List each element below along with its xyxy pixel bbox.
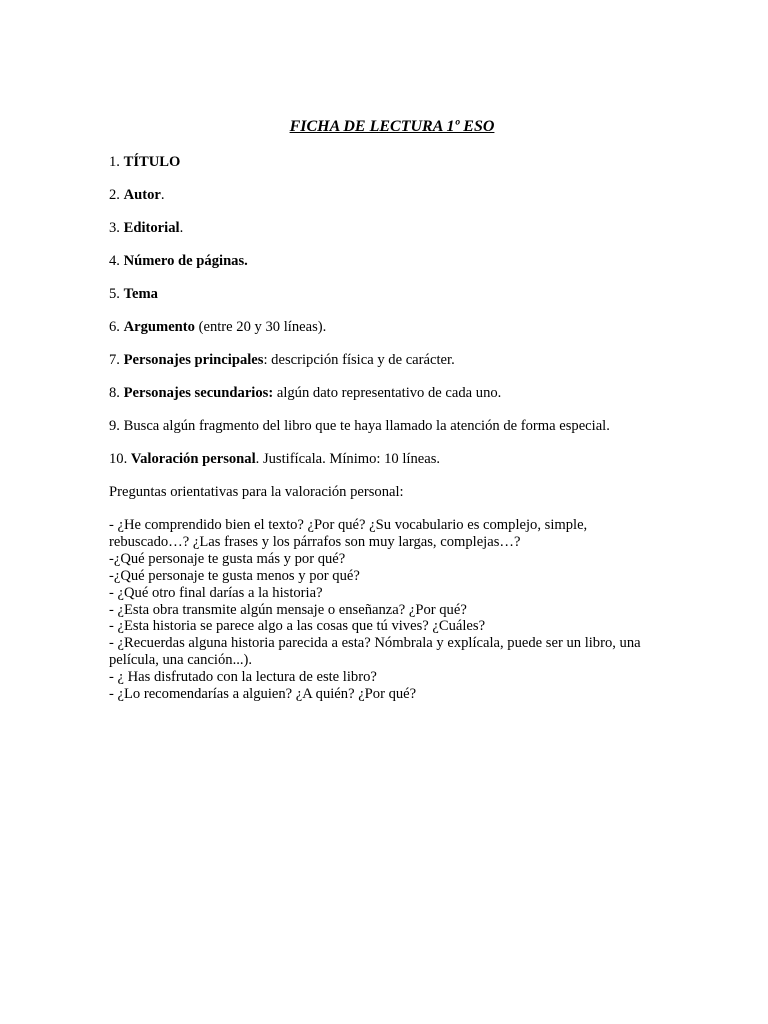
questions-intro: Preguntas orientativas para la valoración personal: bbox=[109, 484, 404, 500]
item-heading: Personajes secundarios: bbox=[123, 385, 274, 401]
item-heading: Personajes principales bbox=[123, 352, 264, 368]
item-heading: Argumento bbox=[123, 319, 195, 335]
document-page bbox=[109, 118, 669, 703]
list-item-10 bbox=[109, 451, 669, 468]
item-number: 1. bbox=[109, 154, 120, 170]
item-number: 9. bbox=[109, 418, 120, 434]
item-heading: Autor bbox=[123, 187, 161, 203]
list-item-4 bbox=[109, 253, 669, 270]
list-item-2 bbox=[109, 187, 669, 204]
item-text: . bbox=[179, 220, 184, 236]
question-item: - ¿Recuerdas alguna historia parecida a esta? Nómbrala y explícala, puede ser un libro, una película, una canción...). bbox=[109, 635, 641, 669]
item-text: . Justifícala. Mínimo: 10 líneas. bbox=[255, 451, 441, 467]
list-item-5 bbox=[109, 286, 669, 303]
item-number: 2. bbox=[109, 187, 120, 203]
list-item-6 bbox=[109, 319, 669, 336]
item-text: : descripción física y de carácter. bbox=[263, 352, 455, 368]
question-item: - ¿He comprendido bien el texto? ¿Por qué? ¿Su vocabulario es complejo, simple, rebuscado…? ¿Las frases y los párrafos son muy largas, complejas…? bbox=[109, 517, 588, 550]
item-heading: TÍTULO bbox=[123, 154, 181, 170]
list-item-7 bbox=[109, 352, 669, 369]
list-item-8 bbox=[109, 385, 669, 402]
item-number: 3. bbox=[109, 220, 120, 236]
item-heading: Valoración personal bbox=[130, 451, 256, 467]
list-item-3 bbox=[109, 220, 669, 237]
list-item-9 bbox=[109, 418, 669, 435]
item-number: 4. bbox=[109, 253, 120, 269]
item-heading: Número de páginas. bbox=[123, 253, 248, 269]
question-item: - ¿Qué otro final darías a la historia? bbox=[109, 584, 323, 601]
question-item: - ¿Esta obra transmite algún mensaje o enseñanza? ¿Por qué? bbox=[109, 601, 467, 618]
question-item: - ¿Lo recomendarías a alguien? ¿A quién? ¿Por qué? bbox=[109, 686, 417, 703]
question-item: -¿Qué personaje te gusta menos y por qué? bbox=[109, 567, 360, 584]
item-text: Busca algún fragmento del libro que te haya llamado la atención de forma especial. bbox=[123, 418, 610, 434]
item-text: . bbox=[160, 187, 165, 203]
item-text: (entre 20 y 30 líneas). bbox=[194, 319, 327, 335]
item-heading: Editorial bbox=[123, 220, 180, 236]
numbered-list bbox=[109, 154, 669, 468]
item-number: 5. bbox=[109, 286, 120, 302]
item-number: 7. bbox=[109, 352, 120, 368]
item-number: 6. bbox=[109, 319, 120, 335]
question-item: - ¿Esta historia se parece algo a las cosas que tú vives? ¿Cuáles? bbox=[109, 618, 486, 635]
question-item: - ¿ Has disfrutado con la lectura de este libro? bbox=[109, 669, 377, 686]
item-text: algún dato representativo de cada uno. bbox=[273, 385, 502, 401]
question-item: -¿Qué personaje te gusta más y por qué? bbox=[109, 550, 346, 567]
page-title: FICHA DE LECTURA 1º ESO bbox=[289, 118, 495, 135]
item-heading: Tema bbox=[123, 286, 158, 302]
list-item-1 bbox=[109, 154, 669, 171]
item-number: 8. bbox=[109, 385, 120, 401]
questions-list bbox=[109, 517, 669, 703]
item-number: 10. bbox=[109, 451, 128, 467]
